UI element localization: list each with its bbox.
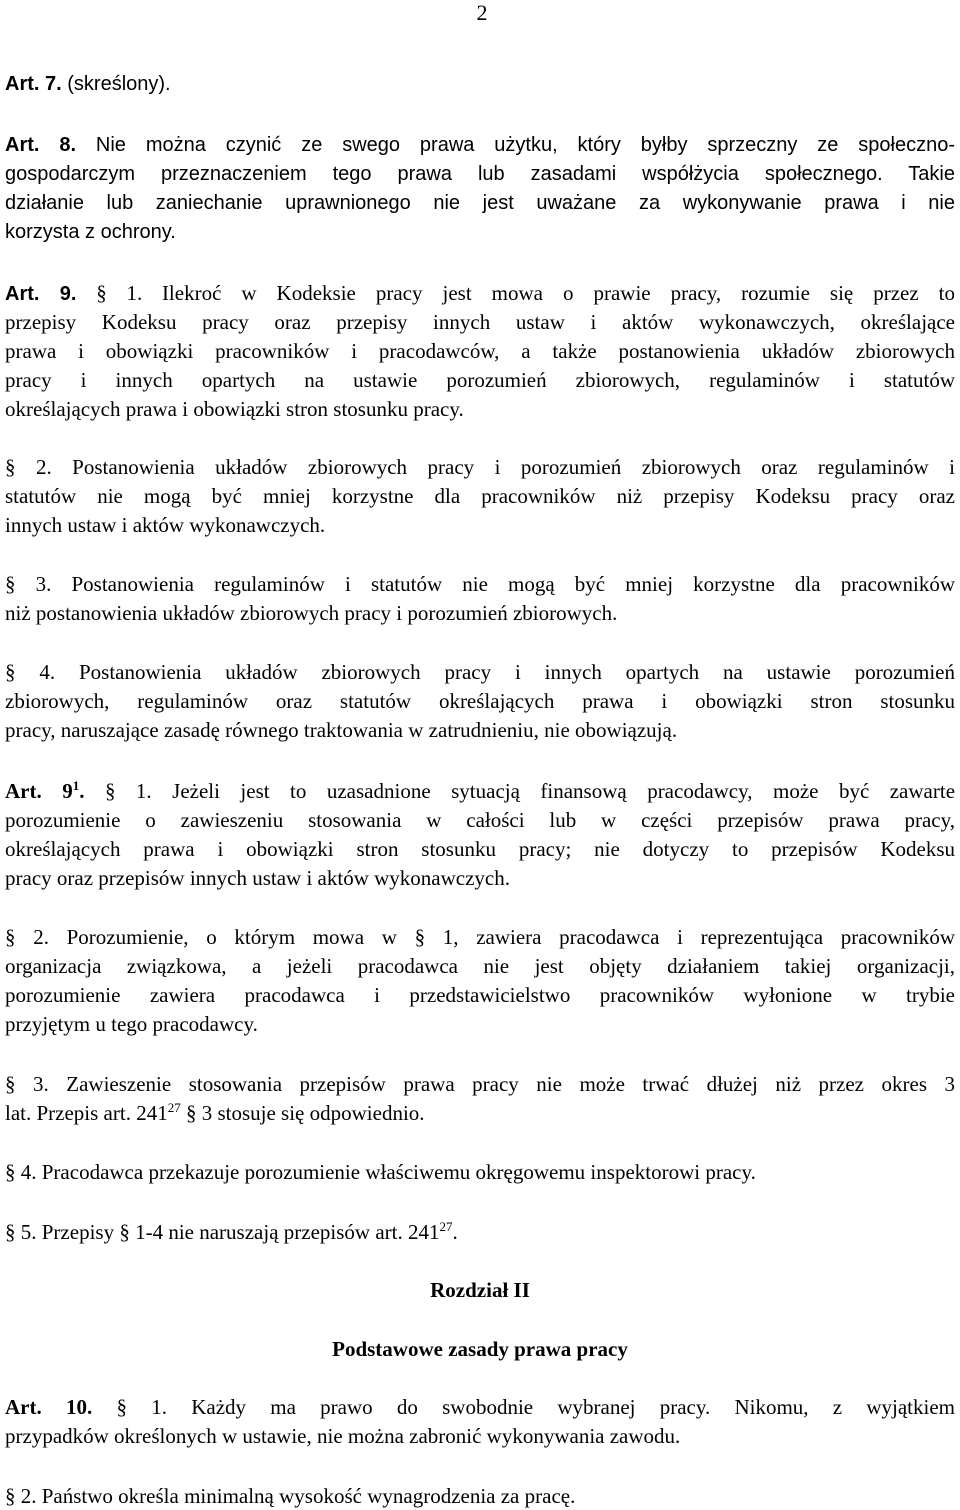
section-sign-icon: § [5,455,16,479]
section-sign-icon: § [5,925,16,949]
section-sign-icon: § [119,1220,130,1244]
art9-par1-text-1: Ilekroć w Kodeksie pracy jest mowa o prawie pracy, rozumie się przez to [161,281,955,305]
art9-1-par1-line-1 [5,777,955,805]
art9-par4-line-2: zbiorowych, regulaminów oraz statutów określających prawa i obowiązki stron stosunku [5,689,955,713]
art9-par4-line-3: pracy, naruszające zasadę równego traktowania w zatrudnieniu, nie obowiązują. [5,718,678,742]
art9-1-par1-text-1: 1. Jeżeli jest to uzasadnione sytuacją finansową pracodawcy, może być zawarte [135,779,955,803]
art9-1-par1-line-2: porozumienie o zawieszeniu stosowania w całości lub w części przepisów prawa pracy, [5,808,955,832]
art10-par1-line-2: przypadków określonych w ustawie, nie można zabronić wykonywania zawodu. [5,1424,681,1448]
art8-line-1 [5,131,955,159]
art8-text-1: Nie można czynić ze swego prawa użytku, który byłby sprzeczny ze społeczno- [95,134,955,156]
art9-par4-text-1: 4. Postanowienia układów zbiorowych pracy i innych opartych na ustawie porozumień [39,660,955,684]
art9-par1-line-3: prawa i obowiązki pracowników i pracodawców, a także postanowienia układów zbiorowych [5,339,955,363]
art9-1-par2-line-3: porozumienie zawiera pracodawca i przedstawicielstwo pracowników wyłonione w trybie [5,983,955,1007]
art9-1-par5-text-a: 5. Przepisy [20,1220,120,1244]
art9-1-par3-line-1 [5,1070,955,1098]
section-sign-icon: § [116,1395,127,1419]
section-sign-icon: § [5,572,16,596]
art9-1-par2-text-1a: 2. Porozumienie, o którym mowa w [33,925,415,949]
section-sign-icon: § [96,281,107,305]
art10-label: Art. 10. [5,1395,93,1419]
art10-par2-text: 2. Państwo określa minimalną wysokość wynagrodzenia za pracę. [20,1484,576,1508]
art9-par2-text-1: 2. Postanowienia układów zbiorowych pracy i porozumień zbiorowych oraz regulaminów i [35,455,955,479]
art9-1-label-text: Art. 9 [5,779,73,803]
art8-line-2: gospodarczym przeznaczeniem tego prawa lub zasadami współżycia społecznego. Takie [5,163,955,185]
art9-1-label-end: . [79,779,85,803]
art9-1-par3-text-1: 3. Zawieszenie stosowania przepisów prawa pracy nie może trwać dłużej niż przez okres 3 [33,1072,955,1096]
art7-label: Art. 7. [5,73,62,95]
art9-1-label [5,779,84,803]
art8-line-4: korzysta z ochrony. [5,221,176,243]
art9-par2-line-1 [5,453,955,481]
section-sign-icon: § [5,660,16,684]
art9-label: Art. 9. [5,283,77,305]
art9-1-par3-text-2b: 3 stosuje się odpowiednio. [201,1101,425,1125]
art9-1-par1-line-4: pracy oraz przepisów innych ustaw i aktów wykonawczych. [5,866,510,890]
art7-text: (skreślony). [67,73,171,95]
art9-1-par5-line [5,1218,955,1246]
art9-par1-line-1 [5,279,955,307]
art9-par2-line-2: statutów nie mogą być mniej korzystne dla pracowników niż przepisy Kodeksu pracy oraz [5,484,955,508]
section-sign-icon: § [185,1101,197,1125]
art9-1-par5-text-b: 1-4 nie naruszają przepisów art. 241 [135,1220,440,1244]
art9-1-par5-text-c: . [452,1220,458,1244]
art9-1-par1-line-3: określających prawa i obowiązki stron stosunku pracy; nie dotyczy to przepisów Kodeksu [5,837,955,861]
section-sign-icon: § [5,1220,16,1244]
art9-1-par2-line-1 [5,923,955,951]
art9-par1-line-5: określających prawa i obowiązki stron stosunku pracy. [5,397,464,421]
section-sign-icon: § [5,1072,16,1096]
art9-1-par2-line-2: organizacja związkowa, a jeżeli pracodawca nie jest objęty działaniem takiej organizacji, [5,954,955,978]
art9-1-par2-line-4: przyjętym u tego pracodawcy. [5,1012,258,1036]
chapter-title: Rozdział II [430,1278,530,1302]
art9-1-par4-line [5,1158,955,1186]
art9-par4-line-1 [5,658,955,686]
art9-par1-line-4: pracy i innych opartych na ustawie porozumień zbiorowych, regulaminów i statutów [5,368,955,392]
art9-1-par4-text: 4. Pracodawca przekazuje porozumienie właściwemu okręgowemu inspektorowi pracy. [20,1160,756,1184]
art9-1-par2-text-1b: 1, zawiera pracodawca i reprezentująca pracowników [442,925,955,949]
art10-par1-line-1 [5,1393,955,1421]
art9-1-par3-line-2 [5,1099,955,1127]
section-sign-icon: § [5,1484,16,1508]
art9-par3-text-1: 3. Postanowienia regulaminów i statutów nie mogą być mniej korzystne dla pracowników [35,572,955,596]
art8-line-3: działanie lub zaniechanie uprawnionego nie jest uważane za wykonywanie prawa i nie [5,192,955,214]
art10-par2-line [5,1482,955,1510]
art9-1-par3-sup: 27 [167,1100,181,1115]
art9-1-label-sup: 1 [72,778,80,793]
art9-par2-line-3: innych ustaw i aktów wykonawczych. [5,513,326,537]
chapter-subtitle: Podstawowe zasady prawa pracy [332,1337,628,1361]
section-sign-icon: § [104,779,116,803]
art8-label: Art. 8. [5,134,77,156]
art9-1-par5-sup: 27 [439,1219,453,1234]
art7-line [5,70,955,98]
art9-1-par3-text-2a: lat. Przepis art. 241 [5,1101,168,1125]
section-sign-icon: § [414,925,426,949]
page-number: 2 [476,0,488,25]
section-sign-icon: § [5,1160,16,1184]
art9-par1-line-2: przepisy Kodeksu pracy oraz przepisy innych ustaw i aktów wykonawczych, określające [5,310,955,334]
art9-par3-line-2: niż postanowienia układów zbiorowych pracy i porozumień zbiorowych. [5,601,618,625]
art10-par1-text-1: 1. Każdy ma prawo do swobodnie wybranej pracy. Nikomu, z wyjątkiem [151,1395,955,1419]
art9-par1-num: 1. [126,281,143,305]
art9-par3-line-1 [5,570,955,598]
